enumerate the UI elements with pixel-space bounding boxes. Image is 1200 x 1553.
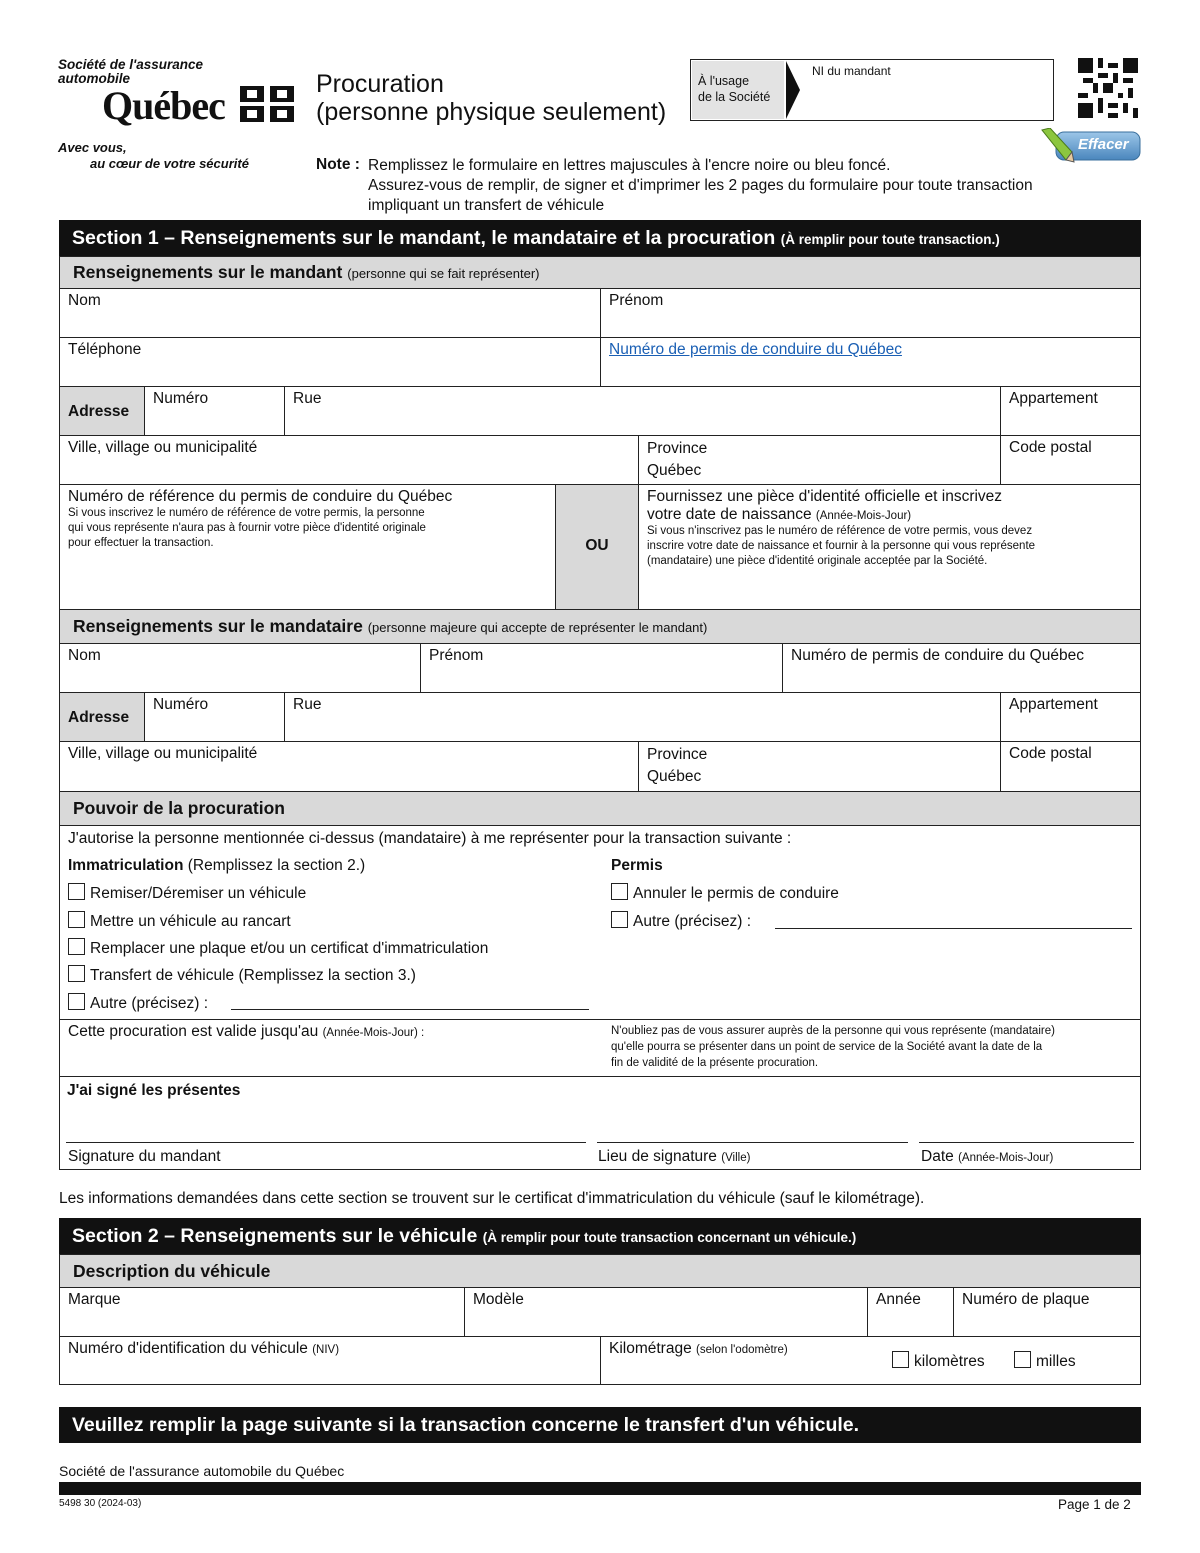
km-note: (selon l'odomètre) — [696, 1344, 788, 1356]
clear-button[interactable] — [1040, 128, 1142, 164]
option-label: milles — [1036, 1353, 1076, 1370]
signed-title: J'ai signé les présentes — [67, 1082, 241, 1099]
option-autre-permis[interactable] — [611, 911, 751, 931]
signature-label: Signature du mandant — [68, 1148, 221, 1165]
reminder-line: N'oubliez pas de vous assurer auprès de la personne qui vous représente (mandataire) — [611, 1025, 1055, 1037]
field-label: Rue — [293, 696, 322, 713]
birthdate-title: votre date de naissance — [647, 506, 812, 523]
org-line-2: automobile — [58, 71, 131, 86]
date-format: (Année-Mois-Jour) — [815, 510, 912, 522]
field-label: Modèle — [473, 1291, 524, 1308]
date-label-text: Date — [921, 1148, 954, 1165]
option-autre-immat[interactable] — [68, 993, 208, 1013]
mandant-rue-field[interactable] — [284, 386, 1001, 436]
field-label: Kilométrage — [609, 1340, 692, 1357]
field-label: Adresse — [68, 403, 130, 420]
checkbox[interactable] — [68, 883, 85, 900]
checkbox[interactable] — [68, 938, 85, 955]
province-value: Québec — [647, 768, 702, 785]
field-label: Code postal — [1009, 439, 1092, 456]
field-label: Adresse — [68, 709, 130, 726]
mandant-heading-note: (personne qui se fait représenter) — [347, 266, 540, 281]
section-1-header — [59, 220, 1141, 256]
mandant-telephone-field[interactable] — [59, 337, 601, 387]
mandant-numero-field[interactable] — [144, 386, 285, 436]
vehicle-plaque-field[interactable] — [953, 1287, 1141, 1337]
mandant-province-field[interactable] — [638, 435, 1001, 485]
option-label: Remplacer une plaque et/ou un certificat d'immatriculation — [90, 940, 489, 957]
pouvoir-heading — [59, 791, 1141, 826]
niv-note: (NIV) — [312, 1344, 340, 1356]
or-label: OU — [585, 537, 609, 554]
immat-title-text: Immatriculation — [68, 857, 184, 874]
option-annuler-permis[interactable] — [611, 883, 839, 903]
field-label: Rue — [293, 390, 322, 407]
section-1-title: Section 1 – Renseignements sur le mandant, le mandataire et la procuration — [72, 227, 776, 249]
lieu-note: (Ville) — [721, 1152, 751, 1164]
mandant-prenom-field[interactable] — [600, 288, 1141, 338]
reminder-line: qu'elle pourra se présenter dans un point de service de la Société avant la date de la — [611, 1041, 1043, 1053]
pouvoir-intro: J'autorise la personne mentionnée ci-dessus (mandataire) à me représenter pour la transaction suivante : — [68, 830, 792, 847]
info-line: Les informations demandées dans cette section se trouvent sur le certificat d'immatriculation du véhicule (sauf le kilométrage). — [59, 1190, 925, 1207]
org-line-1: Société de l'assurance — [58, 57, 204, 72]
vehicle-heading-text: Description du véhicule — [73, 1261, 271, 1281]
arrow-icon — [786, 61, 800, 119]
checkbox[interactable] — [68, 965, 85, 982]
reference-note: qui vous représente n'aura pas à fournir votre pièce d'identité originale — [68, 522, 426, 534]
field-label: Nom — [68, 647, 101, 664]
checkbox[interactable] — [892, 1351, 909, 1368]
checkbox[interactable] — [611, 883, 628, 900]
validity-label-text: Cette procuration est valide jusqu'au — [68, 1023, 319, 1040]
mandataire-prenom-field[interactable] — [420, 643, 783, 693]
field-label: Numéro de permis de conduire du Québec — [791, 647, 1084, 664]
slogan-line-1: Avec vous, — [58, 140, 127, 155]
field-label: Numéro d'identification du véhicule — [68, 1340, 308, 1357]
org-name — [58, 58, 203, 86]
barcode-icon — [1078, 58, 1138, 118]
checkbox[interactable] — [68, 993, 85, 1010]
field-label: Code postal — [1009, 745, 1092, 762]
field-label: Numéro — [153, 390, 209, 407]
permis-title: Permis — [611, 857, 663, 874]
field-label: Marque — [68, 1291, 121, 1308]
field-label: Appartement — [1009, 390, 1098, 407]
reminder-line: fin de validité de la présente procuration. — [611, 1057, 819, 1069]
vehicle-marque-field[interactable] — [59, 1287, 465, 1337]
section-2-title: Section 2 – Renseignements sur le véhicule — [72, 1225, 478, 1247]
province-value: Québec — [647, 462, 702, 479]
usage-label-1: À l'usage — [698, 74, 750, 88]
date-format: (Année-Mois-Jour) — [958, 1152, 1054, 1164]
usage-label-2: de la Société — [698, 90, 771, 104]
field-label: Prénom — [429, 647, 484, 664]
mandant-appartement-field[interactable] — [1000, 386, 1141, 436]
section-2-subtitle: (À remplir pour toute transaction concernant un véhicule.) — [482, 1230, 857, 1245]
checkbox[interactable] — [68, 911, 85, 928]
mandataire-rue-field[interactable] — [284, 692, 1001, 742]
form-subtitle: (personne physique seulement) — [316, 98, 667, 126]
reference-note: pour effectuer la transaction. — [68, 537, 214, 549]
mandataire-adresse-label — [59, 692, 145, 742]
reference-title: Numéro de référence du permis de conduire du Québec — [68, 488, 453, 505]
section-2-header — [59, 1218, 1141, 1254]
field-label: Appartement — [1009, 696, 1098, 713]
birthdate-note: Si vous n'inscrivez pas le numéro de référence de votre permis, vous devez — [647, 525, 1033, 537]
option-milles[interactable] — [1014, 1351, 1076, 1371]
option-rancart[interactable] — [68, 911, 291, 931]
option-label: Autre (précisez) : — [90, 995, 209, 1012]
option-label: Annuler le permis de conduire — [633, 885, 839, 902]
field-label: Province — [647, 440, 708, 457]
vehicle-modele-field[interactable] — [464, 1287, 868, 1337]
form-code: 5498 30 (2024-03) — [59, 1498, 142, 1509]
date-label — [921, 1148, 1053, 1166]
validity-reminder — [611, 1023, 1136, 1071]
mandataire-appartement-field[interactable] — [1000, 692, 1141, 742]
field-label: Ville, village ou municipalité — [68, 439, 258, 456]
note-line-1: Remplissez le formulaire en lettres majuscules à l'encre noire ou bleu foncé. — [368, 157, 891, 174]
mandataire-heading — [59, 609, 1141, 644]
fleur-de-lis-flag-icon — [240, 86, 296, 122]
mandant-ville-field[interactable] — [59, 435, 639, 485]
option-transfert[interactable] — [68, 965, 416, 985]
mandant-code-postal-field[interactable] — [1000, 435, 1141, 485]
page-number: Page 1 de 2 — [1058, 1497, 1131, 1512]
usage-label — [692, 61, 784, 119]
signature-input[interactable] — [66, 1142, 586, 1143]
date-format: (Année-Mois-Jour) : — [322, 1027, 425, 1039]
mandataire-ville-field[interactable] — [59, 741, 639, 792]
mandataire-province-field[interactable] — [638, 741, 1001, 792]
field-label: Prénom — [609, 292, 664, 309]
checkbox[interactable] — [1014, 1351, 1031, 1368]
option-label: Autre (précisez) : — [633, 913, 752, 930]
slogan-line-2: au cœur de votre sécurité — [90, 156, 249, 171]
note-line-2: Assurez-vous de remplir, de signer et d'imprimer les 2 pages du formulaire pour toute transaction — [368, 177, 1033, 194]
mandant-birthdate-field[interactable] — [638, 484, 1141, 610]
field-label: Province — [647, 746, 708, 763]
mandant-permis-field[interactable] — [600, 337, 1141, 387]
mandant-reference-field[interactable] — [59, 484, 556, 610]
lieu-label-text: Lieu de signature — [598, 1148, 717, 1165]
checkbox[interactable] — [611, 911, 628, 928]
option-label: Transfert de véhicule (Remplissez la section 3.) — [90, 967, 416, 984]
clear-button-label: Effacer — [1078, 136, 1129, 153]
vehicle-heading — [59, 1254, 1141, 1288]
reference-note: Si vous inscrivez le numéro de référence de votre permis, la personne — [68, 507, 425, 519]
option-remiser[interactable] — [68, 883, 306, 903]
birthdate-title: Fournissez une pièce d'identité officielle et inscrivez — [647, 488, 1003, 505]
lieu-input[interactable] — [597, 1142, 908, 1143]
mandant-nom-field[interactable] — [59, 288, 601, 338]
mandant-heading — [59, 256, 1141, 289]
next-page-banner: Veuillez remplir la page suivante si la transaction concerne le transfert d'un véhicule. — [59, 1407, 1141, 1443]
footer-org: Société de l'assurance automobile du Québec — [59, 1463, 345, 1479]
pouvoir-heading-text: Pouvoir de la procuration — [73, 798, 285, 818]
field-label: Numéro de plaque — [962, 1291, 1090, 1308]
lieu-label — [598, 1148, 750, 1166]
immat-note: (Remplissez la section 2.) — [187, 857, 366, 874]
mandant-adresse-label — [59, 386, 145, 436]
footer-rule — [59, 1482, 1141, 1495]
immat-title — [68, 857, 365, 875]
option-kilometres[interactable] — [892, 1351, 985, 1371]
note-line-3: impliquant un transfert de véhicule — [368, 197, 605, 214]
validity-label — [68, 1023, 424, 1041]
field-label: Année — [876, 1291, 921, 1308]
option-remplacer-plaque[interactable] — [68, 938, 488, 958]
mandataire-nom-field[interactable] — [59, 643, 421, 693]
note-text — [368, 156, 1033, 216]
mandataire-numero-field[interactable] — [144, 692, 285, 742]
field-label: Numéro — [153, 696, 209, 713]
mandataire-code-postal-field[interactable] — [1000, 741, 1141, 792]
option-label: Remiser/Déremiser un véhicule — [90, 885, 307, 902]
note-label: Note : — [316, 156, 360, 173]
vehicle-niv-field[interactable] — [59, 1336, 601, 1385]
vehicle-annee-field[interactable] — [867, 1287, 954, 1337]
quebec-wordmark: Québec — [102, 83, 225, 128]
option-label: Mettre un véhicule au rancart — [90, 913, 291, 930]
mandataire-heading-text: Renseignements sur le mandataire — [73, 616, 363, 636]
field-label: Téléphone — [68, 341, 142, 358]
or-separator — [555, 484, 639, 610]
date-input[interactable] — [919, 1142, 1134, 1143]
field-label: Ville, village ou municipalité — [68, 745, 258, 762]
ni-label: NI du mandant — [812, 64, 891, 78]
autre-immat-input[interactable] — [231, 1009, 589, 1010]
birthdate-note: inscrire votre date de naissance et fournir à la personne qui vous représente — [647, 540, 1036, 552]
mandant-heading-text: Renseignements sur le mandant — [73, 262, 343, 282]
form-title: Procuration — [316, 70, 444, 98]
mandataire-heading-note: (personne majeure qui accepte de représenter le mandant) — [367, 620, 708, 635]
mandataire-permis-field[interactable] — [782, 643, 1141, 693]
birthdate-note: (mandataire) une pièce d'identité originale acceptée par la Société. — [647, 555, 988, 567]
permis-help-link[interactable]: Numéro de permis de conduire du Québec — [609, 341, 902, 358]
option-label: kilomètres — [914, 1353, 985, 1370]
section-1-subtitle: (À remplir pour toute transaction.) — [780, 232, 1000, 247]
field-label: Nom — [68, 292, 101, 309]
autre-permis-input[interactable] — [775, 928, 1132, 929]
